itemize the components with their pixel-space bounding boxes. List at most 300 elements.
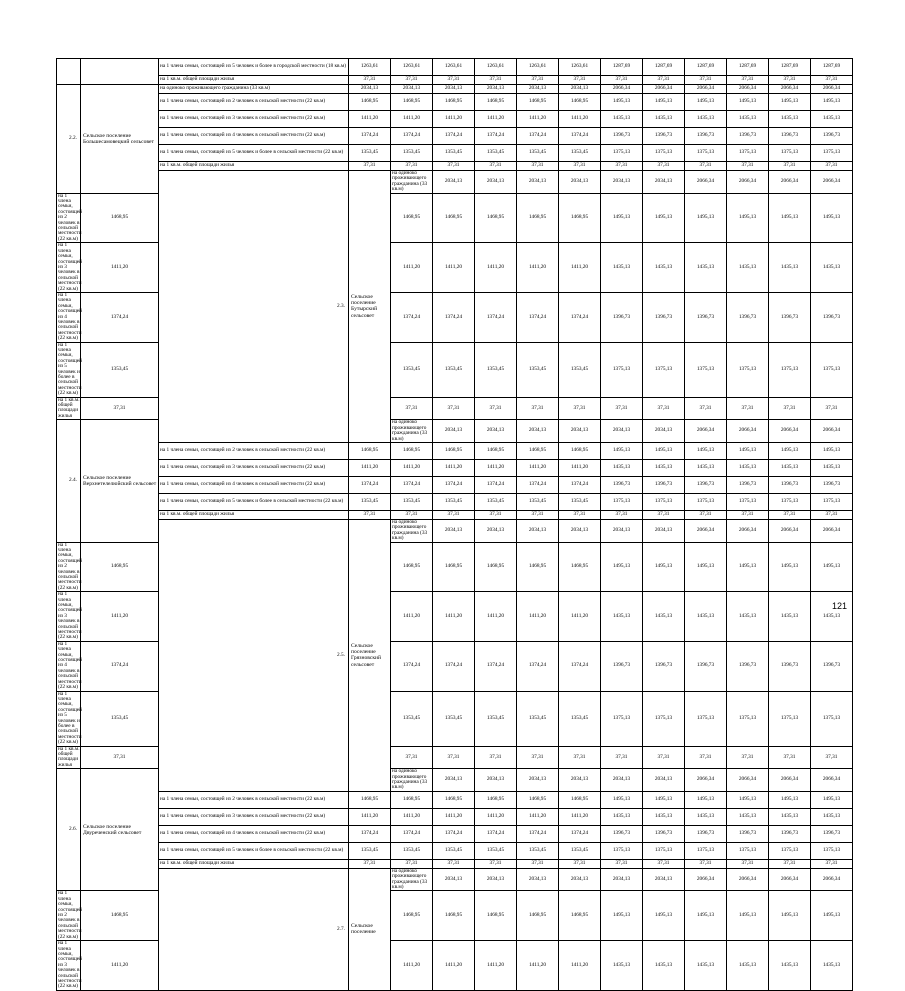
value-cell: 1374,24 bbox=[559, 476, 601, 493]
value-cell: 1495,13 bbox=[643, 193, 685, 243]
value-cell: 2034,13 bbox=[643, 868, 685, 891]
value-cell: 1263,61 bbox=[433, 59, 475, 76]
table-row bbox=[57, 459, 853, 476]
value-cell: 2066,34 bbox=[727, 519, 769, 542]
value-cell: 2034,13 bbox=[517, 868, 559, 891]
value-cell: 1375,13 bbox=[601, 691, 643, 746]
value-cell: 1411,20 bbox=[475, 592, 517, 642]
value-cell: 1411,20 bbox=[433, 808, 475, 825]
value-cell: 2066,34 bbox=[685, 171, 727, 194]
value-cell: 2034,13 bbox=[475, 769, 517, 792]
value-cell: 37,31 bbox=[769, 746, 811, 769]
value-cell: 1495,13 bbox=[769, 791, 811, 808]
value-cell: 1411,20 bbox=[517, 808, 559, 825]
value-cell: 37,31 bbox=[391, 162, 433, 171]
value-cell: 37,31 bbox=[559, 397, 601, 420]
value-cell: 1411,20 bbox=[349, 808, 391, 825]
value-cell: 1495,13 bbox=[685, 442, 727, 459]
value-cell: 37,31 bbox=[559, 510, 601, 519]
value-cell: 1495,13 bbox=[769, 94, 811, 111]
value-cell: 1353,45 bbox=[433, 691, 475, 746]
value-cell: 1435,13 bbox=[727, 808, 769, 825]
value-cell: 37,31 bbox=[433, 510, 475, 519]
value-cell: 37,31 bbox=[685, 510, 727, 519]
value-cell: 1468,95 bbox=[433, 442, 475, 459]
value-cell: 1375,13 bbox=[643, 842, 685, 859]
value-cell: 1495,13 bbox=[685, 94, 727, 111]
value-cell: 1396,73 bbox=[811, 641, 853, 691]
value-cell: 1353,45 bbox=[559, 145, 601, 162]
value-cell: 37,31 bbox=[517, 510, 559, 519]
tariff-table bbox=[56, 58, 853, 991]
value-cell: 2066,34 bbox=[727, 868, 769, 891]
group-index-cell: 2.7. bbox=[159, 868, 349, 990]
value-cell: 1468,95 bbox=[433, 94, 475, 111]
value-cell: 1375,13 bbox=[727, 145, 769, 162]
value-cell: 1435,13 bbox=[643, 941, 685, 991]
value-cell: 37,31 bbox=[81, 746, 159, 769]
value-cell: 1374,24 bbox=[391, 128, 433, 145]
value-cell: 37,31 bbox=[727, 397, 769, 420]
value-cell: 1495,13 bbox=[811, 891, 853, 941]
value-cell: 1375,13 bbox=[601, 493, 643, 510]
value-cell: 1435,13 bbox=[811, 243, 853, 293]
value-cell: 37,31 bbox=[769, 76, 811, 85]
norm-description-cell: на 1 кв.м. общей площади жилья bbox=[159, 859, 349, 868]
value-cell: 1495,13 bbox=[811, 542, 853, 592]
value-cell: 1495,13 bbox=[601, 791, 643, 808]
value-cell: 1435,13 bbox=[685, 459, 727, 476]
value-cell: 2034,13 bbox=[643, 769, 685, 792]
value-cell: 1495,13 bbox=[643, 442, 685, 459]
value-cell: 1435,13 bbox=[685, 111, 727, 128]
value-cell: 2066,34 bbox=[811, 519, 853, 542]
value-cell: 1411,20 bbox=[475, 941, 517, 991]
value-cell: 37,31 bbox=[601, 397, 643, 420]
value-cell: 1353,45 bbox=[475, 145, 517, 162]
value-cell: 1468,95 bbox=[475, 791, 517, 808]
table-row bbox=[57, 442, 853, 459]
value-cell: 1468,95 bbox=[475, 442, 517, 459]
value-cell: 2034,13 bbox=[475, 85, 517, 94]
value-cell: 2066,34 bbox=[811, 171, 853, 194]
value-cell: 1468,95 bbox=[559, 542, 601, 592]
value-cell: 1435,13 bbox=[601, 243, 643, 293]
value-cell: 1495,13 bbox=[685, 542, 727, 592]
value-cell: 1396,73 bbox=[811, 128, 853, 145]
value-cell: 1263,61 bbox=[349, 59, 391, 76]
settlement-name-cell bbox=[81, 59, 159, 85]
norm-description-cell: на 1 члена семьи, состоящей из 3 человек в сельской местности (22 кв.м) bbox=[58, 591, 82, 641]
value-cell: 2066,34 bbox=[685, 868, 727, 891]
value-cell: 1396,73 bbox=[769, 128, 811, 145]
value-cell: 1468,95 bbox=[517, 193, 559, 243]
value-cell: 1495,13 bbox=[601, 94, 643, 111]
value-cell: 37,31 bbox=[517, 397, 559, 420]
value-cell: 37,31 bbox=[475, 746, 517, 769]
value-cell: 37,31 bbox=[727, 162, 769, 171]
value-cell: 1375,13 bbox=[769, 842, 811, 859]
value-cell: 1374,24 bbox=[391, 825, 433, 842]
value-cell: 37,31 bbox=[601, 859, 643, 868]
value-cell: 1353,45 bbox=[517, 145, 559, 162]
norm-description-cell: на 1 члена семьи, состоящей из 3 человек в сельской местности (22 кв.м) bbox=[159, 459, 349, 476]
value-cell: 2066,34 bbox=[685, 769, 727, 792]
value-cell: 2034,13 bbox=[475, 868, 517, 891]
value-cell: 1435,13 bbox=[769, 111, 811, 128]
value-cell: 1375,13 bbox=[601, 145, 643, 162]
value-cell: 1435,13 bbox=[601, 941, 643, 991]
value-cell: 1411,20 bbox=[517, 941, 559, 991]
value-cell: 1287,69 bbox=[811, 59, 853, 76]
value-cell: 1435,13 bbox=[643, 111, 685, 128]
value-cell: 1353,45 bbox=[475, 342, 517, 397]
value-cell: 1374,24 bbox=[349, 128, 391, 145]
value-cell: 1374,24 bbox=[349, 476, 391, 493]
value-cell: 1411,20 bbox=[475, 111, 517, 128]
value-cell: 1411,20 bbox=[433, 592, 475, 642]
value-cell: 1374,24 bbox=[433, 476, 475, 493]
table-row bbox=[57, 111, 853, 128]
value-cell: 37,31 bbox=[81, 397, 159, 420]
value-cell: 1375,13 bbox=[811, 145, 853, 162]
value-cell: 37,31 bbox=[559, 746, 601, 769]
value-cell: 1495,13 bbox=[685, 791, 727, 808]
value-cell: 1468,95 bbox=[517, 791, 559, 808]
value-cell: 1374,24 bbox=[433, 128, 475, 145]
settlement-name-cell: Сельское поселение Грязновский сельсовет bbox=[349, 519, 391, 791]
value-cell: 1411,20 bbox=[349, 459, 391, 476]
norm-description-cell: на 1 члена семьи, состоящей из 2 человек в сельской местности (22 кв.м) bbox=[58, 890, 82, 940]
value-cell: 1374,24 bbox=[517, 128, 559, 145]
value-cell: 37,31 bbox=[349, 76, 391, 85]
value-cell: 37,31 bbox=[391, 76, 433, 85]
value-cell: 37,31 bbox=[475, 510, 517, 519]
value-cell: 2066,34 bbox=[727, 85, 769, 94]
value-cell: 1374,24 bbox=[517, 641, 559, 691]
value-cell: 37,31 bbox=[433, 746, 475, 769]
value-cell: 1396,73 bbox=[643, 292, 685, 342]
value-cell: 1375,13 bbox=[769, 145, 811, 162]
value-cell: 2066,34 bbox=[727, 171, 769, 194]
norm-description-cell: на одиноко проживающего гражданина (33 кв.м) bbox=[159, 85, 349, 94]
value-cell: 1396,73 bbox=[643, 825, 685, 842]
page-number: 121 bbox=[832, 601, 848, 611]
value-cell: 1411,20 bbox=[559, 808, 601, 825]
value-cell: 1374,24 bbox=[433, 292, 475, 342]
value-cell: 1468,95 bbox=[391, 193, 433, 243]
value-cell: 1374,24 bbox=[391, 641, 433, 691]
value-cell: 1468,95 bbox=[559, 442, 601, 459]
value-cell: 1435,13 bbox=[727, 459, 769, 476]
value-cell: 1468,95 bbox=[517, 94, 559, 111]
value-cell: 2034,13 bbox=[601, 519, 643, 542]
norm-description-cell: на одиноко проживающего гражданина (33 кв.м) bbox=[391, 769, 433, 792]
value-cell: 1353,45 bbox=[391, 691, 433, 746]
norm-description-cell: на одиноко проживающего гражданина (33 кв.м) bbox=[391, 519, 433, 542]
value-cell: 1287,69 bbox=[769, 59, 811, 76]
value-cell: 1353,45 bbox=[391, 145, 433, 162]
value-cell: 1396,73 bbox=[769, 825, 811, 842]
value-cell: 1353,45 bbox=[559, 842, 601, 859]
value-cell: 1396,73 bbox=[601, 292, 643, 342]
value-cell: 37,31 bbox=[727, 76, 769, 85]
value-cell: 37,31 bbox=[601, 76, 643, 85]
value-cell: 37,31 bbox=[727, 859, 769, 868]
norm-description-cell: на 1 члена семьи, состоящей из 5 человек и более в сельской местности (22 кв.м) bbox=[58, 341, 82, 397]
table-row bbox=[57, 791, 853, 808]
value-cell: 1411,20 bbox=[517, 243, 559, 293]
value-cell: 37,31 bbox=[475, 76, 517, 85]
value-cell: 1468,95 bbox=[391, 791, 433, 808]
value-cell: 1468,95 bbox=[517, 542, 559, 592]
norm-description-cell: на 1 члена семьи, состоящей из 5 человек и более в сельской местности (22 кв.м) bbox=[159, 493, 349, 510]
value-cell: 1468,95 bbox=[391, 94, 433, 111]
value-cell: 37,31 bbox=[727, 510, 769, 519]
value-cell: 1411,20 bbox=[475, 243, 517, 293]
value-cell: 37,31 bbox=[643, 76, 685, 85]
value-cell: 1396,73 bbox=[727, 825, 769, 842]
value-cell: 1353,45 bbox=[559, 342, 601, 397]
value-cell: 1468,95 bbox=[559, 193, 601, 243]
value-cell: 1411,20 bbox=[475, 459, 517, 476]
table-row bbox=[57, 825, 853, 842]
value-cell: 1353,45 bbox=[475, 842, 517, 859]
value-cell: 37,31 bbox=[433, 162, 475, 171]
settlement-name-cell: Сельское поселение Бутырский сельсовет bbox=[349, 171, 391, 443]
value-cell: 2066,34 bbox=[727, 769, 769, 792]
value-cell: 1375,13 bbox=[727, 493, 769, 510]
value-cell: 1495,13 bbox=[727, 891, 769, 941]
value-cell: 1468,95 bbox=[559, 891, 601, 941]
value-cell: 1435,13 bbox=[643, 243, 685, 293]
value-cell: 1396,73 bbox=[685, 476, 727, 493]
value-cell: 1468,95 bbox=[475, 891, 517, 941]
value-cell: 2034,13 bbox=[643, 420, 685, 443]
value-cell: 37,31 bbox=[643, 746, 685, 769]
value-cell: 1411,20 bbox=[349, 111, 391, 128]
value-cell: 1435,13 bbox=[811, 592, 853, 642]
value-cell: 1396,73 bbox=[643, 128, 685, 145]
value-cell: 2034,13 bbox=[475, 519, 517, 542]
value-cell: 1435,13 bbox=[643, 592, 685, 642]
value-cell: 1468,95 bbox=[433, 542, 475, 592]
value-cell: 2034,13 bbox=[433, 171, 475, 194]
value-cell: 1374,24 bbox=[475, 825, 517, 842]
value-cell: 2066,34 bbox=[811, 868, 853, 891]
norm-description-cell: на 1 члена семьи, состоящей из 2 человек в сельской местности (22 кв.м) bbox=[58, 541, 82, 591]
value-cell: 2034,13 bbox=[517, 85, 559, 94]
value-cell: 2034,13 bbox=[601, 868, 643, 891]
value-cell: 1435,13 bbox=[727, 243, 769, 293]
value-cell: 37,31 bbox=[811, 76, 853, 85]
value-cell: 1396,73 bbox=[811, 825, 853, 842]
value-cell: 1411,20 bbox=[559, 592, 601, 642]
norm-description-cell: на 1 члена семьи, состоящей из 2 человек в сельской местности (22 кв.м) bbox=[159, 94, 349, 111]
group-index-cell bbox=[57, 59, 81, 85]
value-cell: 2034,13 bbox=[559, 769, 601, 792]
norm-description-cell: на 1 члена семьи, состоящей из 2 человек в сельской местности (22 кв.м) bbox=[58, 192, 82, 242]
value-cell: 1468,95 bbox=[81, 891, 159, 941]
value-cell: 1411,20 bbox=[559, 111, 601, 128]
value-cell: 37,31 bbox=[811, 510, 853, 519]
value-cell: 37,31 bbox=[685, 746, 727, 769]
value-cell: 2034,13 bbox=[433, 519, 475, 542]
value-cell: 1263,61 bbox=[475, 59, 517, 76]
value-cell: 1396,73 bbox=[643, 476, 685, 493]
value-cell: 1396,73 bbox=[643, 641, 685, 691]
value-cell: 1495,13 bbox=[769, 542, 811, 592]
value-cell: 1495,13 bbox=[769, 193, 811, 243]
value-cell: 1396,73 bbox=[727, 641, 769, 691]
value-cell: 37,31 bbox=[391, 746, 433, 769]
value-cell: 1435,13 bbox=[769, 243, 811, 293]
value-cell: 37,31 bbox=[769, 859, 811, 868]
value-cell: 1495,13 bbox=[601, 193, 643, 243]
value-cell: 37,31 bbox=[391, 397, 433, 420]
value-cell: 1263,61 bbox=[559, 59, 601, 76]
value-cell: 2034,13 bbox=[433, 85, 475, 94]
value-cell: 1353,45 bbox=[349, 145, 391, 162]
value-cell: 1396,73 bbox=[685, 825, 727, 842]
value-cell: 1495,13 bbox=[643, 542, 685, 592]
value-cell: 2066,34 bbox=[685, 519, 727, 542]
norm-description-cell: на одиноко проживающего гражданина (33 кв.м) bbox=[391, 868, 433, 891]
value-cell: 1375,13 bbox=[727, 342, 769, 397]
table-row bbox=[57, 128, 853, 145]
value-cell: 1411,20 bbox=[391, 459, 433, 476]
value-cell: 1468,95 bbox=[349, 791, 391, 808]
norm-description-cell: на 1 кв.м. общей площади жилья bbox=[159, 76, 349, 85]
value-cell: 1396,73 bbox=[727, 476, 769, 493]
value-cell: 1468,95 bbox=[475, 193, 517, 243]
table-row bbox=[57, 94, 853, 111]
table-row bbox=[57, 476, 853, 493]
value-cell: 1495,13 bbox=[601, 542, 643, 592]
value-cell: 2034,13 bbox=[643, 171, 685, 194]
value-cell: 1396,73 bbox=[811, 476, 853, 493]
table-row bbox=[57, 493, 853, 510]
value-cell: 1374,24 bbox=[517, 476, 559, 493]
value-cell: 37,31 bbox=[391, 510, 433, 519]
value-cell: 2066,34 bbox=[685, 85, 727, 94]
value-cell: 1375,13 bbox=[811, 342, 853, 397]
value-cell: 37,31 bbox=[685, 162, 727, 171]
table-row bbox=[57, 59, 853, 76]
norm-description-cell: на 1 члена семьи, состоящей из 3 человек в сельской местности (22 кв.м) bbox=[159, 808, 349, 825]
table-row bbox=[57, 171, 853, 194]
value-cell: 1374,24 bbox=[559, 292, 601, 342]
value-cell: 37,31 bbox=[601, 162, 643, 171]
value-cell: 1411,20 bbox=[559, 243, 601, 293]
value-cell: 37,31 bbox=[433, 76, 475, 85]
value-cell: 1396,73 bbox=[685, 128, 727, 145]
value-cell: 1396,73 bbox=[769, 641, 811, 691]
value-cell: 1468,95 bbox=[475, 542, 517, 592]
norm-description-cell: на 1 кв.м. общей площади жилья bbox=[58, 745, 80, 768]
value-cell: 2034,13 bbox=[601, 171, 643, 194]
value-cell: 1353,45 bbox=[433, 145, 475, 162]
value-cell: 1375,13 bbox=[643, 145, 685, 162]
value-cell: 1374,24 bbox=[349, 825, 391, 842]
value-cell: 1495,13 bbox=[769, 442, 811, 459]
table-row bbox=[57, 868, 853, 891]
value-cell: 1435,13 bbox=[685, 808, 727, 825]
group-index-cell: 2.5. bbox=[159, 519, 349, 791]
value-cell: 1495,13 bbox=[643, 94, 685, 111]
value-cell: 2034,13 bbox=[433, 420, 475, 443]
value-cell: 2066,34 bbox=[769, 868, 811, 891]
value-cell: 1435,13 bbox=[601, 111, 643, 128]
value-cell: 1396,73 bbox=[769, 292, 811, 342]
value-cell: 2066,34 bbox=[601, 85, 643, 94]
value-cell: 1396,73 bbox=[601, 641, 643, 691]
norm-description-cell: на 1 кв.м. общей площади жилья bbox=[58, 396, 80, 419]
norm-description-cell: на 1 члена семьи, состоящей из 5 человек и более в сельской местности (22 кв.м) bbox=[159, 145, 349, 162]
value-cell: 1396,73 bbox=[601, 476, 643, 493]
value-cell: 1263,61 bbox=[517, 59, 559, 76]
norm-description-cell: на 1 члена семьи, состоящей из 5 человек и более в городской местности (18 кв.м) bbox=[159, 59, 349, 76]
value-cell: 1353,45 bbox=[391, 342, 433, 397]
value-cell: 37,31 bbox=[517, 162, 559, 171]
value-cell: 1374,24 bbox=[517, 825, 559, 842]
value-cell: 2034,13 bbox=[349, 85, 391, 94]
value-cell: 2034,13 bbox=[517, 420, 559, 443]
value-cell: 1468,95 bbox=[433, 193, 475, 243]
settlement-name-cell: Сельское поселение Большесамовецкий сельсовет bbox=[81, 85, 159, 194]
value-cell: 1353,45 bbox=[517, 691, 559, 746]
value-cell: 37,31 bbox=[349, 859, 391, 868]
value-cell: 2066,34 bbox=[769, 420, 811, 443]
value-cell: 1411,20 bbox=[433, 941, 475, 991]
value-cell: 1495,13 bbox=[727, 442, 769, 459]
value-cell: 1411,20 bbox=[475, 808, 517, 825]
value-cell: 37,31 bbox=[433, 397, 475, 420]
value-cell: 37,31 bbox=[811, 746, 853, 769]
value-cell: 1353,45 bbox=[475, 493, 517, 510]
value-cell: 37,31 bbox=[475, 162, 517, 171]
value-cell: 1435,13 bbox=[811, 111, 853, 128]
value-cell: 1411,20 bbox=[391, 808, 433, 825]
value-cell: 1435,13 bbox=[601, 808, 643, 825]
norm-description-cell: на 1 члена семьи, состоящей из 5 человек и более в сельской местности (22 кв.м) bbox=[159, 842, 349, 859]
value-cell: 1435,13 bbox=[727, 941, 769, 991]
value-cell: 2066,34 bbox=[643, 85, 685, 94]
value-cell: 37,31 bbox=[643, 859, 685, 868]
value-cell: 1375,13 bbox=[601, 842, 643, 859]
value-cell: 1411,20 bbox=[517, 459, 559, 476]
value-cell: 1396,73 bbox=[727, 128, 769, 145]
value-cell: 1374,24 bbox=[81, 641, 159, 691]
value-cell: 1374,24 bbox=[475, 641, 517, 691]
value-cell: 1468,95 bbox=[475, 94, 517, 111]
value-cell: 2034,13 bbox=[559, 868, 601, 891]
value-cell: 37,31 bbox=[559, 859, 601, 868]
value-cell: 1263,61 bbox=[391, 59, 433, 76]
value-cell: 37,31 bbox=[349, 162, 391, 171]
value-cell: 2034,13 bbox=[517, 519, 559, 542]
value-cell: 1495,13 bbox=[811, 791, 853, 808]
value-cell: 37,31 bbox=[391, 859, 433, 868]
value-cell: 37,31 bbox=[559, 76, 601, 85]
value-cell: 1375,13 bbox=[685, 493, 727, 510]
value-cell: 37,31 bbox=[769, 397, 811, 420]
value-cell: 37,31 bbox=[601, 746, 643, 769]
value-cell: 1375,13 bbox=[769, 691, 811, 746]
value-cell: 1411,20 bbox=[391, 941, 433, 991]
value-cell: 1396,73 bbox=[811, 292, 853, 342]
value-cell: 1495,13 bbox=[601, 891, 643, 941]
